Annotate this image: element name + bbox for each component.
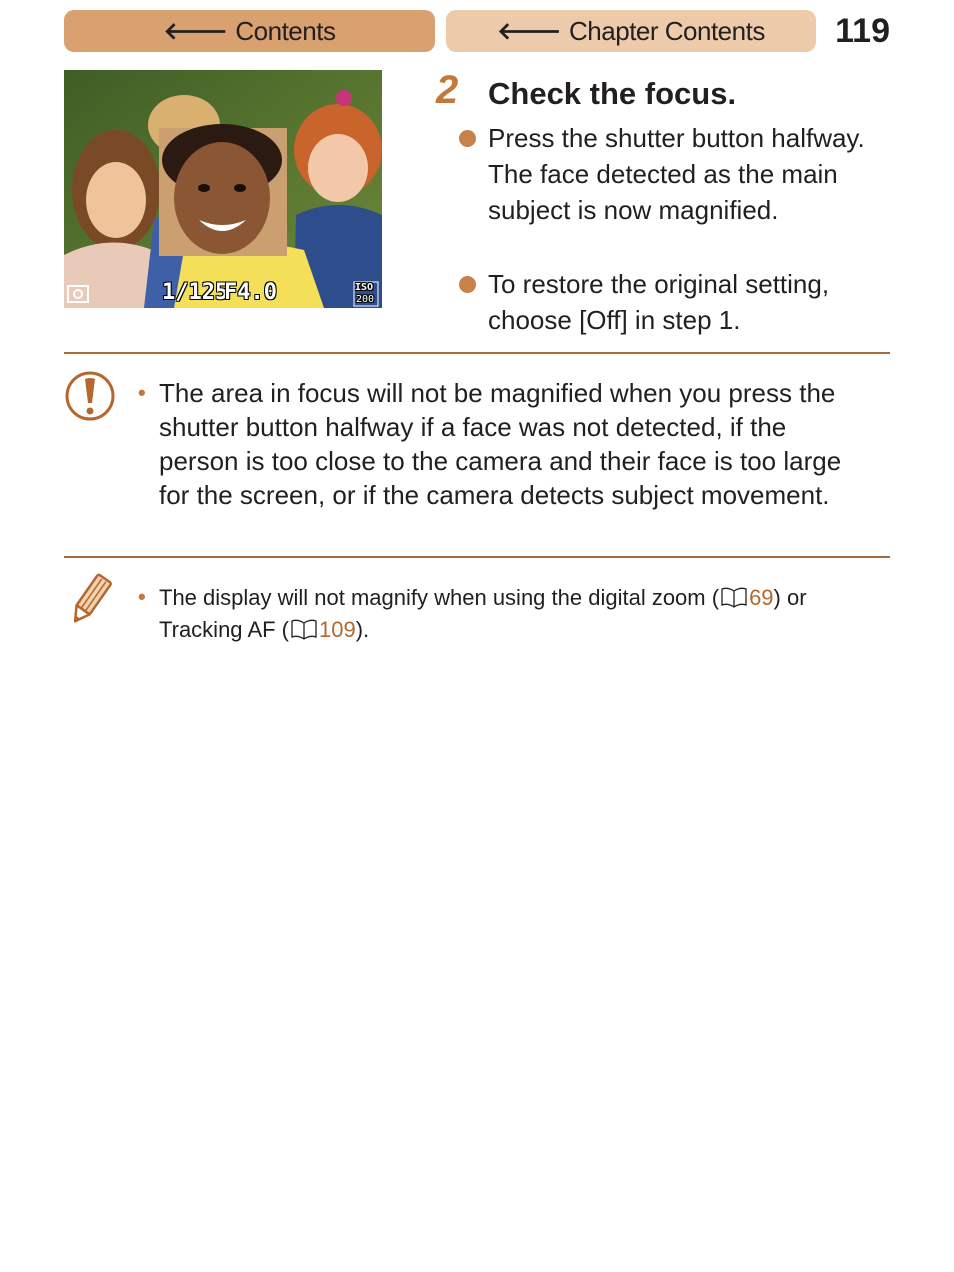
camera-screen-photo [64, 70, 382, 308]
pencil-icon [68, 572, 112, 628]
book-icon [290, 618, 318, 640]
exclamation-icon [64, 370, 116, 422]
step-bullet-2: To restore the original setting, choose [Off] in step 1. [488, 269, 830, 335]
note-text-part-2: ) or Tracking AF ( [159, 585, 807, 642]
bullet-dot-icon [459, 276, 476, 293]
section-divider [64, 352, 890, 354]
caution-text: The area in focus will not be magnified when you press the shutter button halfway if a face was not detected, if the person is too close to the camera and their face is too large for the screen, or if the camera detects subject movement. [159, 378, 842, 510]
chapter-contents-label: Chapter Contents [569, 15, 765, 46]
note-text-part-1: The display will not magnify when using the digital zoom ( [159, 585, 720, 610]
note-text-part-3: ). [355, 617, 370, 642]
iso-value: 200 [356, 294, 375, 305]
step-bullet-1: Press the shutter button halfway. The face detected as the main subject is now magnified. [488, 123, 865, 225]
contents-label: Contents [235, 15, 336, 46]
note-bullet: • [138, 584, 146, 609]
page-number: 119 [835, 12, 890, 50]
caution-bullet: • [138, 380, 146, 405]
book-icon [720, 586, 748, 608]
section-divider [64, 556, 890, 558]
shutter-speed-readout: 1/125 [162, 280, 229, 305]
arrow-left-icon: 🡐 [163, 18, 228, 45]
bullet-dot-icon [459, 130, 476, 147]
chapter-contents-button[interactable] [446, 10, 816, 52]
step-number: 2 [436, 68, 459, 112]
arrow-left-icon: 🡐 [497, 18, 562, 45]
contents-button[interactable] [64, 10, 435, 52]
aperture-readout: F4.0 [224, 280, 277, 305]
iso-label: ISO [355, 282, 374, 293]
step-title: Check the focus. [488, 76, 737, 111]
page-ref-link[interactable]: 109 [319, 617, 356, 642]
page-ref-link[interactable]: 69 [749, 585, 774, 610]
note-text [159, 582, 879, 646]
photo-illustration [64, 70, 382, 308]
